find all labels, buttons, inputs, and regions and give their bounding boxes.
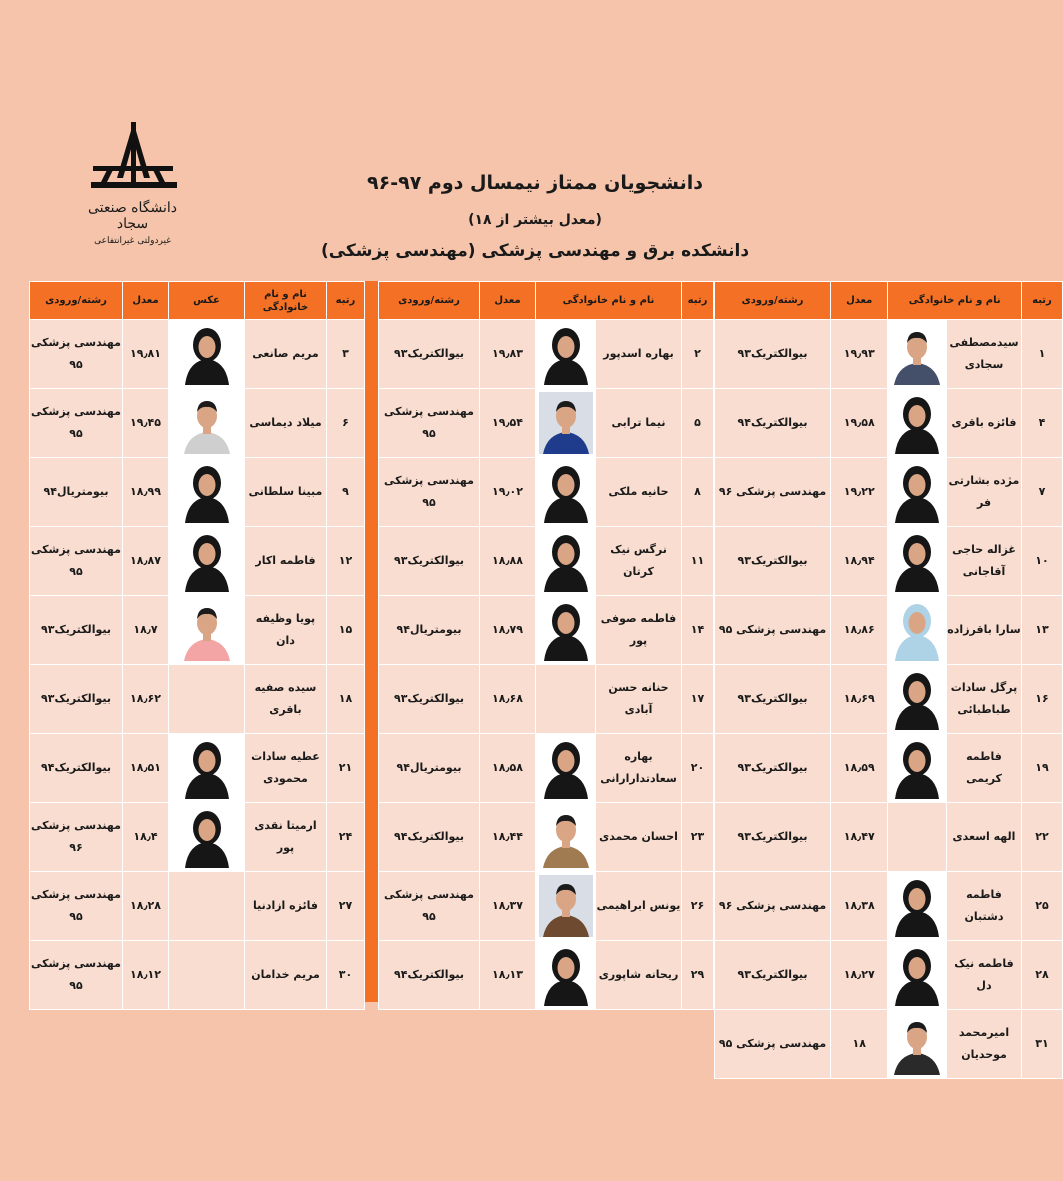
student-photo xyxy=(169,320,245,389)
name-cell: سارا باقرزاده xyxy=(947,596,1022,665)
gpa-cell: ۱۸٫۲۷ xyxy=(831,941,888,1010)
rank-cell: ۵ xyxy=(682,389,714,458)
table-header-row xyxy=(715,282,1063,320)
rank-cell: ۲۰ xyxy=(682,734,714,803)
rank-cell: ۱۹ xyxy=(1022,734,1063,803)
rank-cell: ۲۱ xyxy=(327,734,365,803)
gpa-cell: ۱۸٫۳۷ xyxy=(480,872,536,941)
name-cell: فاطمه اکار xyxy=(245,527,327,596)
field-cell: مهندسی پزشکی ۹۵ xyxy=(715,596,831,665)
gpa-cell: ۱۸٫۸۸ xyxy=(480,527,536,596)
student-photo xyxy=(888,734,947,803)
table-row xyxy=(379,734,714,803)
field-cell: بیوالکتریک۹۳ xyxy=(30,596,123,665)
rank-cell: ۲۶ xyxy=(682,872,714,941)
students-table-3 xyxy=(29,281,365,1010)
rank-cell: ۱۰ xyxy=(1022,527,1063,596)
table-row xyxy=(715,665,1063,734)
gpa-cell: ۱۹٫۹۳ xyxy=(831,320,888,389)
student-photo xyxy=(169,665,245,734)
table-row xyxy=(715,458,1063,527)
name-cell: فاطمه کریمی xyxy=(947,734,1022,803)
student-photo xyxy=(536,941,596,1010)
col-rank: رتبه xyxy=(682,282,714,320)
gpa-cell: ۱۸٫۵۹ xyxy=(831,734,888,803)
field-cell: مهندسی پزشکی ۹۵ xyxy=(30,320,123,389)
name-cell: امیرمحمد موحدیان xyxy=(947,1010,1022,1079)
name-cell: بهاره اسدپور xyxy=(596,320,682,389)
student-photo xyxy=(169,734,245,803)
field-cell: مهندسی پزشکی ۹۵ xyxy=(30,527,123,596)
rank-cell: ۹ xyxy=(327,458,365,527)
name-cell: نرگس نیک کرتان xyxy=(596,527,682,596)
field-cell: مهندسی پزشکی ۹۵ xyxy=(715,1010,831,1079)
rank-cell: ۴ xyxy=(1022,389,1063,458)
gpa-cell: ۱۹٫۰۲ xyxy=(480,458,536,527)
name-cell: فائزه باقری xyxy=(947,389,1022,458)
table-row xyxy=(715,527,1063,596)
page-title: دانشجویان ممتاز نیمسال دوم ۹۷-۹۶ xyxy=(367,172,703,194)
student-photo xyxy=(536,389,596,458)
table-row xyxy=(379,872,714,941)
page-subtitle: (معدل بیشتر از ۱۸) xyxy=(468,212,602,228)
col-rank: رتبه xyxy=(1022,282,1063,320)
gpa-cell: ۱۸٫۹۴ xyxy=(831,527,888,596)
gpa-cell: ۱۸٫۴۷ xyxy=(831,803,888,872)
rank-cell: ۲۹ xyxy=(682,941,714,1010)
rank-cell: ۱۶ xyxy=(1022,665,1063,734)
field-cell: بیوالکتریک۹۳ xyxy=(715,527,831,596)
student-photo xyxy=(888,665,947,734)
name-cell: فاطمه دشتبان xyxy=(947,872,1022,941)
name-cell: حنانه حسن آبادی xyxy=(596,665,682,734)
name-cell: مریم صانعی xyxy=(245,320,327,389)
rank-cell: ۸ xyxy=(682,458,714,527)
table-row xyxy=(715,596,1063,665)
col-name: نام و نام خانوادگی xyxy=(888,282,1022,320)
name-cell: مریم خدامان xyxy=(245,941,327,1010)
logo-emblem-icon xyxy=(87,120,179,196)
field-cell: مهندسی پزشکی ۹۶ xyxy=(715,872,831,941)
col-field: رشته/ورودی xyxy=(30,282,123,320)
col-name: نام و نام خانوادگی xyxy=(536,282,682,320)
student-photo xyxy=(536,320,596,389)
gpa-cell: ۱۹٫۴۵ xyxy=(123,389,169,458)
rank-cell: ۱ xyxy=(1022,320,1063,389)
field-cell: بیوالکتریک۹۳ xyxy=(715,320,831,389)
table-row xyxy=(715,320,1063,389)
rank-cell: ۳ xyxy=(327,320,365,389)
student-photo xyxy=(888,389,947,458)
field-cell: بیوالکتریک۹۴ xyxy=(715,389,831,458)
name-cell: پویا وظیفه دان xyxy=(245,596,327,665)
student-photo xyxy=(536,734,596,803)
col-rank: رتبه xyxy=(327,282,365,320)
rank-cell: ۱۵ xyxy=(327,596,365,665)
gpa-cell: ۱۹٫۲۲ xyxy=(831,458,888,527)
table-row xyxy=(379,527,714,596)
field-cell: بیوالکتریک۹۳ xyxy=(30,665,123,734)
student-photo xyxy=(169,872,245,941)
rank-cell: ۲۷ xyxy=(327,872,365,941)
table-row xyxy=(30,803,365,872)
name-cell: فاطمه صوفی پور xyxy=(596,596,682,665)
name-cell: سیده صفیه باقری xyxy=(245,665,327,734)
table-row xyxy=(715,941,1063,1010)
table-row xyxy=(30,527,365,596)
gpa-cell: ۱۸٫۵۱ xyxy=(123,734,169,803)
gpa-cell: ۱۸٫۱۲ xyxy=(123,941,169,1010)
field-cell: بیوالکتریک۹۳ xyxy=(715,665,831,734)
university-logo xyxy=(80,120,185,260)
name-cell: فائزه ازادنیا xyxy=(245,872,327,941)
name-cell: الهه اسعدی xyxy=(947,803,1022,872)
name-cell: عطیه سادات محمودی xyxy=(245,734,327,803)
table-row xyxy=(715,734,1063,803)
gpa-cell: ۱۸٫۴ xyxy=(123,803,169,872)
table-row xyxy=(30,734,365,803)
table-row xyxy=(379,665,714,734)
student-photo xyxy=(888,872,947,941)
table-row xyxy=(379,389,714,458)
student-photo xyxy=(169,596,245,665)
field-cell: مهندسی پزشکی ۹۵ xyxy=(30,941,123,1010)
field-cell: بیوالکتریک۹۳ xyxy=(715,803,831,872)
rank-cell: ۲۵ xyxy=(1022,872,1063,941)
student-photo xyxy=(169,527,245,596)
gpa-cell: ۱۹٫۵۴ xyxy=(480,389,536,458)
rank-cell: ۱۲ xyxy=(327,527,365,596)
table-row xyxy=(715,803,1063,872)
table-row xyxy=(30,596,365,665)
student-photo xyxy=(888,596,947,665)
col-gpa: معدل xyxy=(480,282,536,320)
field-cell: بیومتریال۹۴ xyxy=(30,458,123,527)
rank-cell: ۲۲ xyxy=(1022,803,1063,872)
logo-university-name: دانشگاه صنعتی سجاد xyxy=(87,200,178,232)
table-row xyxy=(379,320,714,389)
field-cell: مهندسی پزشکی ۹۵ xyxy=(379,872,480,941)
student-photo xyxy=(169,389,245,458)
gpa-cell: ۱۸٫۶۹ xyxy=(831,665,888,734)
table-row xyxy=(30,872,365,941)
field-cell: بیوالکتریک۹۴ xyxy=(30,734,123,803)
table-row xyxy=(379,803,714,872)
field-cell: مهندسی پزشکی ۹۵ xyxy=(30,389,123,458)
gpa-cell: ۱۸٫۸۷ xyxy=(123,527,169,596)
name-cell: میلاد دیماسی xyxy=(245,389,327,458)
students-table-1 xyxy=(714,281,1063,1079)
col-gpa: معدل xyxy=(831,282,888,320)
table-row xyxy=(30,389,365,458)
student-photo xyxy=(888,320,947,389)
gpa-cell: ۱۸ xyxy=(831,1010,888,1079)
rank-cell: ۷ xyxy=(1022,458,1063,527)
student-photo xyxy=(536,872,596,941)
gpa-cell: ۱۸٫۷ xyxy=(123,596,169,665)
name-cell: بهاره سعادتدارارانی xyxy=(596,734,682,803)
student-photo xyxy=(888,527,947,596)
gpa-cell: ۱۸٫۴۴ xyxy=(480,803,536,872)
name-cell: احسان محمدی xyxy=(596,803,682,872)
student-photo xyxy=(169,458,245,527)
name-cell: ریحانه شاپوری xyxy=(596,941,682,1010)
student-photo xyxy=(888,1010,947,1079)
name-cell: ارمیتا نقدی پور xyxy=(245,803,327,872)
student-photo xyxy=(169,941,245,1010)
name-cell: یونس ابراهیمی xyxy=(596,872,682,941)
student-photo xyxy=(536,596,596,665)
field-cell: بیوالکتریک۹۳ xyxy=(715,734,831,803)
field-cell: مهندسی پزشکی ۹۵ xyxy=(379,458,480,527)
student-photo xyxy=(169,803,245,872)
table-row xyxy=(30,320,365,389)
gpa-cell: ۱۸٫۸۶ xyxy=(831,596,888,665)
name-cell: پرگل سادات طباطبائی xyxy=(947,665,1022,734)
table-row xyxy=(715,389,1063,458)
field-cell: بیوالکتریک۹۳ xyxy=(715,941,831,1010)
student-photo xyxy=(536,527,596,596)
orange-divider-band xyxy=(364,281,378,1002)
student-photo xyxy=(536,458,596,527)
rank-cell: ۱۳ xyxy=(1022,596,1063,665)
student-photo xyxy=(536,665,596,734)
col-gpa: معدل xyxy=(123,282,169,320)
gpa-cell: ۱۸٫۶۲ xyxy=(123,665,169,734)
rank-cell: ۱۸ xyxy=(327,665,365,734)
field-cell: مهندسی پزشکی ۹۵ xyxy=(379,389,480,458)
table-row xyxy=(30,665,365,734)
student-photo xyxy=(888,941,947,1010)
gpa-cell: ۱۸٫۱۳ xyxy=(480,941,536,1010)
field-cell: بیومتریال۹۴ xyxy=(379,596,480,665)
table-row xyxy=(379,458,714,527)
rank-cell: ۱۱ xyxy=(682,527,714,596)
rank-cell: ۱۷ xyxy=(682,665,714,734)
gpa-cell: ۱۸٫۷۹ xyxy=(480,596,536,665)
rank-cell: ۲۳ xyxy=(682,803,714,872)
rank-cell: ۲ xyxy=(682,320,714,389)
field-cell: بیوالکتریک۹۳ xyxy=(379,665,480,734)
col-name: نام و نام خانوادگی xyxy=(245,282,327,320)
rank-cell: ۱۴ xyxy=(682,596,714,665)
rank-cell: ۳۰ xyxy=(327,941,365,1010)
gpa-cell: ۱۸٫۳۸ xyxy=(831,872,888,941)
name-cell: غزاله حاجی آقاجانی xyxy=(947,527,1022,596)
students-table-2 xyxy=(378,281,714,1010)
table-row xyxy=(715,1010,1063,1079)
table-row xyxy=(379,596,714,665)
gpa-cell: ۱۸٫۲۸ xyxy=(123,872,169,941)
gpa-cell: ۱۹٫۸۱ xyxy=(123,320,169,389)
table-row xyxy=(30,941,365,1010)
field-cell: مهندسی پزشکی ۹۶ xyxy=(715,458,831,527)
rank-cell: ۲۴ xyxy=(327,803,365,872)
gpa-cell: ۱۹٫۸۳ xyxy=(480,320,536,389)
field-cell: بیوالکتریک۹۴ xyxy=(379,941,480,1010)
table-row xyxy=(715,872,1063,941)
name-cell: مژده بشارتی فر xyxy=(947,458,1022,527)
name-cell: مبینا سلطانی xyxy=(245,458,327,527)
col-field: رشته/ورودی xyxy=(379,282,480,320)
gpa-cell: ۱۹٫۵۸ xyxy=(831,389,888,458)
field-cell: مهندسی پزشکی ۹۵ xyxy=(30,872,123,941)
table-header-row xyxy=(379,282,714,320)
field-cell: بیومتریال۹۴ xyxy=(379,734,480,803)
table-row xyxy=(30,458,365,527)
gpa-cell: ۱۸٫۶۸ xyxy=(480,665,536,734)
gpa-cell: ۱۸٫۹۹ xyxy=(123,458,169,527)
table-row xyxy=(379,941,714,1010)
name-cell: سیدمصطفی سجادی xyxy=(947,320,1022,389)
col-photo: عکس xyxy=(169,282,245,320)
name-cell: حانیه ملکی xyxy=(596,458,682,527)
field-cell: بیوالکتریک۹۳ xyxy=(379,527,480,596)
department-title: دانشکده برق و مهندسی پزشکی (مهندسی پزشکی) xyxy=(320,241,750,261)
name-cell: نیما ترابی xyxy=(596,389,682,458)
name-cell: فاطمه نیک دل xyxy=(947,941,1022,1010)
rank-cell: ۶ xyxy=(327,389,365,458)
student-photo xyxy=(536,803,596,872)
col-field: رشته/ورودی xyxy=(715,282,831,320)
rank-cell: ۳۱ xyxy=(1022,1010,1063,1079)
rank-cell: ۲۸ xyxy=(1022,941,1063,1010)
student-photo xyxy=(888,803,947,872)
gpa-cell: ۱۸٫۵۸ xyxy=(480,734,536,803)
student-photo xyxy=(888,458,947,527)
table-header-row xyxy=(30,282,365,320)
field-cell: بیوالکتریک۹۳ xyxy=(379,320,480,389)
logo-subtitle: غیردولتی غیرانتفاعی xyxy=(94,236,171,246)
field-cell: بیوالکتریک۹۴ xyxy=(379,803,480,872)
field-cell: مهندسی پزشکی ۹۶ xyxy=(30,803,123,872)
